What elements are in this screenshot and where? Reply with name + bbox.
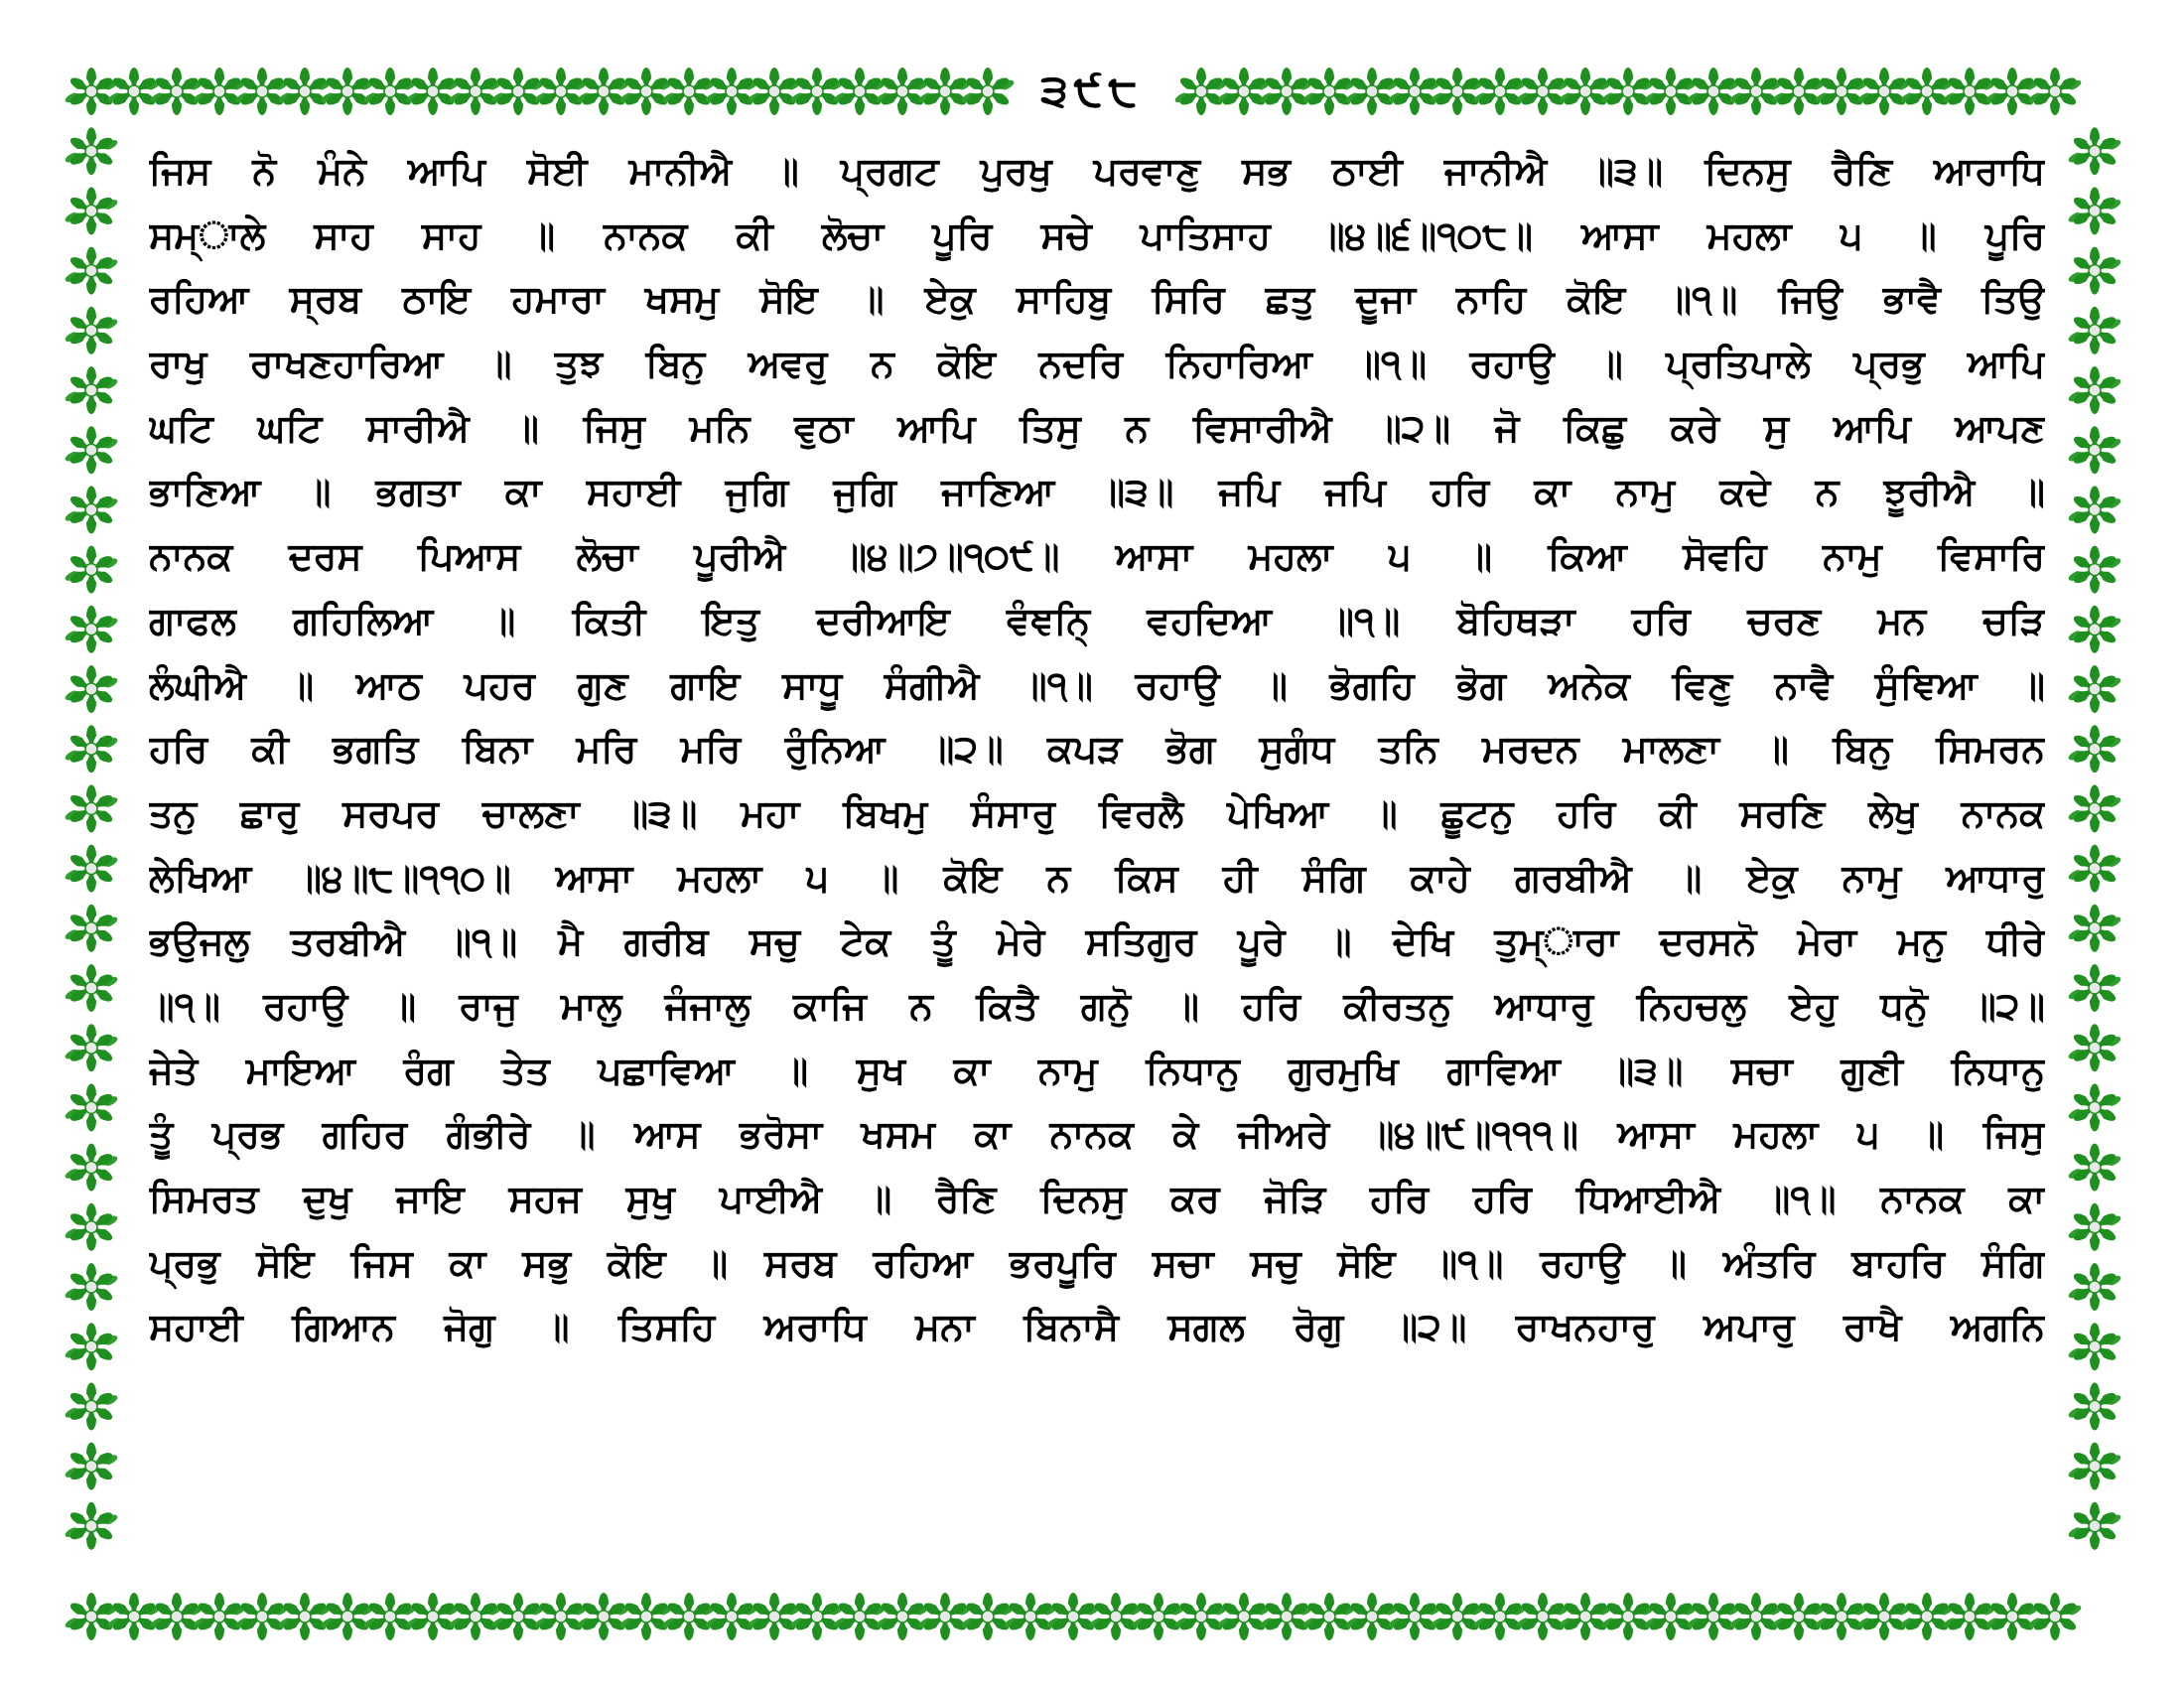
flower-icon <box>1306 68 1353 115</box>
flower-icon <box>453 1593 499 1640</box>
flower-icon <box>922 68 969 115</box>
flower-icon <box>68 1203 115 1251</box>
flower-icon <box>2072 307 2118 354</box>
text-line: ਭਉਜਲੁ ਤਰਬੀਐ ॥੧॥ ਮੈ ਗਰੀਬ ਸਚੁ ਟੇਕ ਤੂੰ ਮੇਰੇ ਸਤਿਗੁਰ ਪੂਰੇ ॥ ਦੇਖਿ ਤੁਮ੍ਾਰਾ ਦਰਸਨੋ ਮੇਰਾ ਮਨੁ ਧੀਰੇ <box>149 919 2045 964</box>
flower-icon <box>495 68 542 115</box>
flower-icon <box>2072 1144 2118 1192</box>
flower-icon <box>1136 1593 1182 1640</box>
flower-icon <box>751 68 798 115</box>
text-line: ਜੇਤੇ ਮਾਇਆ ਰੰਗ ਤੇਤ ਪਛਾਵਿਆ ॥ ਸੁਖ ਕਾ ਨਾਮੁ ਨਿਧਾਨੁ ਗੁਰਮੁਖਿ ਗਾਵਿਆ ॥੩॥ ਸਚਾ ਗੁਣੀ ਨਿਧਾਨੁ <box>149 1048 2045 1092</box>
flower-icon <box>2072 665 2118 713</box>
flower-icon <box>1691 68 1737 115</box>
flower-icon <box>1605 68 1652 115</box>
flower-icon <box>1093 1593 1140 1640</box>
text-line: ਘਟਿ ਘਟਿ ਸਾਰੀਐ ॥ ਜਿਸੁ ਮਨਿ ਵੁਠਾ ਆਪਿ ਤਿਸੁ ਨ ਵਿਸਾਰੀਐ ॥੨॥ ਜੋ ਕਿਛੁ ਕਰੇ ਸੁ ਆਪਿ ਆਪਣ <box>149 405 2045 450</box>
flower-icon <box>709 1593 755 1640</box>
flower-icon <box>2072 964 2118 1012</box>
flower-icon <box>111 68 158 115</box>
flower-icon <box>2032 68 2079 115</box>
flower-icon <box>68 1443 115 1490</box>
flower-icon <box>2072 1203 2118 1251</box>
flower-icon <box>922 1593 969 1640</box>
flower-icon <box>68 486 115 533</box>
flower-icon <box>1434 68 1481 115</box>
flower-icon <box>538 68 585 115</box>
text-line: ਸਿਮਰਤ ਦੁਖੁ ਜਾਇ ਸਹਜ ਸੁਖੁ ਪਾਈਐ ॥ ਰੈਣਿ ਦਿਨਸੁ ਕਰ ਜੋੜਿ ਹਰਿ ਹਰਿ ਧਿਆਈਐ ॥੧॥ ਨਾਨਕ ਕਾ <box>149 1177 2045 1220</box>
flower-icon <box>154 68 201 115</box>
flower-icon <box>2072 366 2118 414</box>
flower-icon <box>2072 546 2118 594</box>
flower-icon <box>880 1593 926 1640</box>
flower-icon <box>1563 68 1609 115</box>
flower-icon <box>239 1593 286 1640</box>
flower-icon <box>68 1083 115 1131</box>
flower-icon <box>666 1593 713 1640</box>
flower-icon <box>1691 1593 1737 1640</box>
flower-icon <box>68 725 115 773</box>
flower-icon <box>2072 845 2118 893</box>
text-line: ਤੂੰ ਪ੍ਰਭ ਗਹਿਰ ਗੰਭੀਰੇ ॥ ਆਸ ਭਰੋਸਾ ਖਸਮ ਕਾ ਨਾਨਕ ਕੇ ਜੀਅਰੇ ॥੪॥੯॥੧੧੧॥ ਆਸਾ ਮਹਲਾ ੫ ॥ ਜਿਸੁ <box>149 1112 2045 1157</box>
flower-icon <box>68 546 115 594</box>
flower-icon <box>1904 68 1951 115</box>
flower-icon <box>1648 68 1695 115</box>
flower-icon <box>1178 1593 1225 1640</box>
flower-icon <box>1733 68 1780 115</box>
flower-icon <box>68 426 115 474</box>
flower-icon <box>68 784 115 832</box>
flower-icon <box>282 1593 329 1640</box>
text-line: ਰਾਖੁ ਰਾਖਣਹਾਰਿਆ ॥ ਤੁਝ ਬਿਨੁ ਅਵਰੁ ਨ ਕੋਇ ਨਦਰਿ ਨਿਹਾਰਿਆ ॥੧॥ ਰਹਾਉ ॥ ਪ੍ਰਤਿਪਾਲੇ ਪ੍ਰਭੁ ਆਪਿ <box>149 342 2045 386</box>
flower-icon <box>68 366 115 414</box>
flower-icon <box>68 247 115 295</box>
flower-icon <box>2072 606 2118 653</box>
text-line: ਲੰਘੀਐ ॥ ਆਠ ਪਹਰ ਗੁਣ ਗਾਇ ਸਾਧੂ ਸੰਗੀਐ ॥੧॥ ਰਹਾਉ ॥ ਭੋਗਹਿ ਭੋਗ ਅਨੇਕ ਵਿਣੁ ਨਾਵੈ ਸੁੰਞਿਆ ॥ <box>149 662 2045 707</box>
flower-icon <box>68 1263 115 1311</box>
flower-icon <box>111 1593 158 1640</box>
text-line: ਸਹਾਈ ਗਿਆਨ ਜੋਗੁ ॥ ਤਿਸਹਿ ਅਰਾਧਿ ਮਨਾ ਬਿਨਾਸੈ ਸਗਲ ਰੋਗੁ ॥੨॥ ਰਾਖਨਹਾਰੁ ਅਪਾਰੁ ਰਾਖੈ ਅਗਨਿ <box>149 1305 2045 1349</box>
flower-icon <box>197 1593 243 1640</box>
flower-icon <box>68 68 115 115</box>
flower-icon <box>1776 1593 1823 1640</box>
flower-icon <box>794 1593 841 1640</box>
flower-icon <box>410 68 457 115</box>
flower-icon <box>68 1502 115 1550</box>
flower-icon <box>1349 68 1396 115</box>
text-line: ਨਾਨਕ ਦਰਸ ਪਿਆਸ ਲੋਚਾ ਪੂਰੀਐ ॥੪॥੭॥੧੦੯॥ ਆਸਾ ਮਹਲਾ ੫ ॥ ਕਿਆ ਸੋਵਹਿ ਨਾਮੁ ਵਿਸਾਰਿ <box>149 534 2045 579</box>
flower-icon <box>751 1593 798 1640</box>
flower-icon <box>538 1593 585 1640</box>
flower-icon <box>965 1593 1012 1640</box>
flower-icon <box>2072 1443 2118 1490</box>
flower-icon <box>68 187 115 234</box>
flower-icon <box>453 68 499 115</box>
flower-icon <box>2072 247 2118 295</box>
flower-icon <box>68 905 115 952</box>
flower-icon <box>1776 68 1823 115</box>
flower-icon <box>1989 68 2036 115</box>
text-line: ਜਿਸ ਨੋ ਮੰਨੇ ਆਪਿ ਸੋਈ ਮਾਨੀਐ ॥ ਪ੍ਰਗਟ ਪੁਰਖੁ ਪਰਵਾਣੁ ਸਭ ਠਾਈ ਜਾਨੀਐ ॥੩॥ ਦਿਨਸੁ ਰੈਣਿ ਆਰਾਧਿ <box>149 149 2045 193</box>
flower-icon <box>1733 1593 1780 1640</box>
flower-icon <box>1221 68 1268 115</box>
flower-icon <box>837 1593 884 1640</box>
flower-icon <box>68 1382 115 1430</box>
flower-icon <box>837 68 884 115</box>
flower-icon <box>1050 1593 1097 1640</box>
flower-icon <box>367 68 414 115</box>
flower-icon <box>1392 68 1438 115</box>
flower-icon <box>2072 1083 2118 1131</box>
flower-icon <box>2072 1502 2118 1550</box>
flower-icon <box>239 68 286 115</box>
flower-icon <box>1178 68 1225 115</box>
flower-icon <box>2072 725 2118 773</box>
flower-icon <box>709 68 755 115</box>
flower-icon <box>68 1024 115 1071</box>
flower-icon <box>68 606 115 653</box>
text-line: ਹਰਿ ਕੀ ਭਗਤਿ ਬਿਨਾ ਮਰਿ ਮਰਿ ਰੁੰਨਿਆ ॥੨॥ ਕਪੜ ਭੋਗ ਸੁਗੰਧ ਤਨਿ ਮਰਦਨ ਮਾਲਣਾ ॥ ਬਿਨੁ ਸਿਮਰਨ <box>149 727 2045 772</box>
flower-icon <box>1989 1593 2036 1640</box>
flower-icon <box>2072 784 2118 832</box>
text-line: ਭਾਣਿਆ ॥ ਭਗਤਾ ਕਾ ਸਹਾਈ ਜੁਗਿ ਜੁਗਿ ਜਾਣਿਆ ॥੩॥ ਜਪਿ ਜਪਿ ਹਰਿ ਕਾ ਨਾਮੁ ਕਦੇ ਨ ਝੂਰੀਐ ॥ <box>149 470 2045 514</box>
flower-icon <box>68 1323 115 1370</box>
flower-icon <box>1947 68 1993 115</box>
flower-icon <box>623 1593 670 1640</box>
flower-icon <box>794 68 841 115</box>
flower-icon <box>1264 68 1310 115</box>
flower-icon <box>410 1593 457 1640</box>
flower-icon <box>1947 1593 1993 1640</box>
flower-icon <box>581 68 627 115</box>
flower-icon <box>1221 1593 1268 1640</box>
flower-icon <box>1008 1593 1054 1640</box>
flower-icon <box>2072 1263 2118 1311</box>
flower-icon <box>2072 486 2118 533</box>
flower-icon <box>1392 1593 1438 1640</box>
flower-icon <box>325 1593 371 1640</box>
text-line: ਪ੍ਰਭੁ ਸੋਇ ਜਿਸ ਕਾ ਸਭੁ ਕੋਇ ॥ ਸਰਬ ਰਹਿਆ ਭਰਪੂਰਿ ਸਚਾ ਸਚੁ ਸੋਇ ॥੧॥ ਰਹਾਉ ॥ ਅੰਤਰਿ ਬਾਹਰਿ ਸੰਗਿ <box>149 1240 2045 1285</box>
flower-icon <box>581 1593 627 1640</box>
flower-icon <box>68 127 115 175</box>
text-line: ਰਹਿਆ ਸ੍ਰਬ ਠਾਇ ਹਮਾਰਾ ਖਸਮੁ ਸੋਇ ॥ ਏਕੁ ਸਾਹਿਬੁ ਸਿਰਿ ਛਤੁ ਦੂਜਾ ਨਾਹਿ ਕੋਇ ॥੧॥ ਜਿਉ ਭਾਵੈ ਤਿਉ <box>149 277 2045 322</box>
flower-icon <box>1861 1593 1908 1640</box>
flower-icon <box>2072 905 2118 952</box>
flower-icon <box>2072 127 2118 175</box>
text-line: ਸਮ੍ਾਲੇ ਸਾਹ ਸਾਹ ॥ ਨਾਨਕ ਕੀ ਲੋਚਾ ਪੂਰਿ ਸਚੇ ਪਾਤਿਸਾਹ ॥੪॥੬॥੧੦੮॥ ਆਸਾ ਮਹਲਾ ੫ ॥ ਪੂਰਿ <box>149 212 2045 257</box>
text-line: ਲੇਖਿਆ ॥੪॥੮॥੧੧੦॥ ਆਸਾ ਮਹਲਾ ੫ ॥ ਕੋਇ ਨ ਕਿਸ ਹੀ ਸੰਗਿ ਕਾਹੇ ਗਰਬੀਐ ॥ ਏਕੁ ਨਾਮੁ ਆਧਾਰੁ <box>149 855 2045 900</box>
flower-icon <box>154 1593 201 1640</box>
flower-icon <box>2072 1323 2118 1370</box>
page-number: ੩੯੮ <box>1040 66 1144 116</box>
flower-icon <box>623 68 670 115</box>
flower-icon <box>1605 1593 1652 1640</box>
flower-icon <box>68 307 115 354</box>
flower-icon <box>1861 68 1908 115</box>
flower-icon <box>1264 1593 1310 1640</box>
scripture-text <box>149 139 2045 1359</box>
flower-icon <box>197 68 243 115</box>
flower-icon <box>1306 1593 1353 1640</box>
flower-icon <box>68 1593 115 1640</box>
text-line: ਗਾਫਲ ਗਹਿਲਿਆ ॥ ਕਿਤੀ ਇਤੁ ਦਰੀਆਇ ਵੰਞਨਿ੍ ਵਹਦਿਆ ॥੧॥ ਬੋਹਿਥੜਾ ਹਰਿ ਚਰਣ ਮਨ ਚੜਿ <box>149 598 2045 642</box>
flower-icon <box>1520 68 1567 115</box>
flower-icon <box>1477 68 1524 115</box>
flower-icon <box>68 964 115 1012</box>
flower-icon <box>2072 187 2118 234</box>
flower-icon <box>2072 426 2118 474</box>
flower-icon <box>1904 1593 1951 1640</box>
flower-icon <box>68 1144 115 1192</box>
flower-icon <box>2072 1024 2118 1071</box>
flower-icon <box>2032 1593 2079 1640</box>
flower-icon <box>1434 1593 1481 1640</box>
flower-icon <box>1648 1593 1695 1640</box>
flower-icon <box>282 68 329 115</box>
flower-icon <box>495 1593 542 1640</box>
flower-icon <box>68 845 115 893</box>
flower-icon <box>666 68 713 115</box>
flower-icon <box>1819 1593 1865 1640</box>
flower-icon <box>1520 1593 1567 1640</box>
flower-icon <box>1819 68 1865 115</box>
flower-icon <box>1563 1593 1609 1640</box>
flower-icon <box>1477 1593 1524 1640</box>
flower-icon <box>2072 1382 2118 1430</box>
text-line: ਤਨੁ ਛਾਰੁ ਸਰਪਰ ਚਾਲਣਾ ॥੩॥ ਮਹਾ ਬਿਖਮੁ ਸੰਸਾਰੁ ਵਿਰਲੈ ਪੇਖਿਆ ॥ ਛੂਟਨੁ ਹਰਿ ਕੀ ਸਰਣਿ ਲੇਖੁ ਨਾਨਕ <box>149 790 2045 835</box>
flower-icon <box>68 665 115 713</box>
text-line: ॥੧॥ ਰਹਾਉ ॥ ਰਾਜੁ ਮਾਲੁ ਜੰਜਾਲੁ ਕਾਜਿ ਨ ਕਿਤੈ ਗਨੋੁ ॥ ਹਰਿ ਕੀਰਤਨੁ ਆਧਾਰੁ ਨਿਹਚਲੁ ਏਹੁ ਧਨੋੁ ॥੨॥ <box>149 983 2045 1028</box>
flower-icon <box>367 1593 414 1640</box>
flower-icon <box>1349 1593 1396 1640</box>
flower-icon <box>880 68 926 115</box>
flower-icon <box>325 68 371 115</box>
